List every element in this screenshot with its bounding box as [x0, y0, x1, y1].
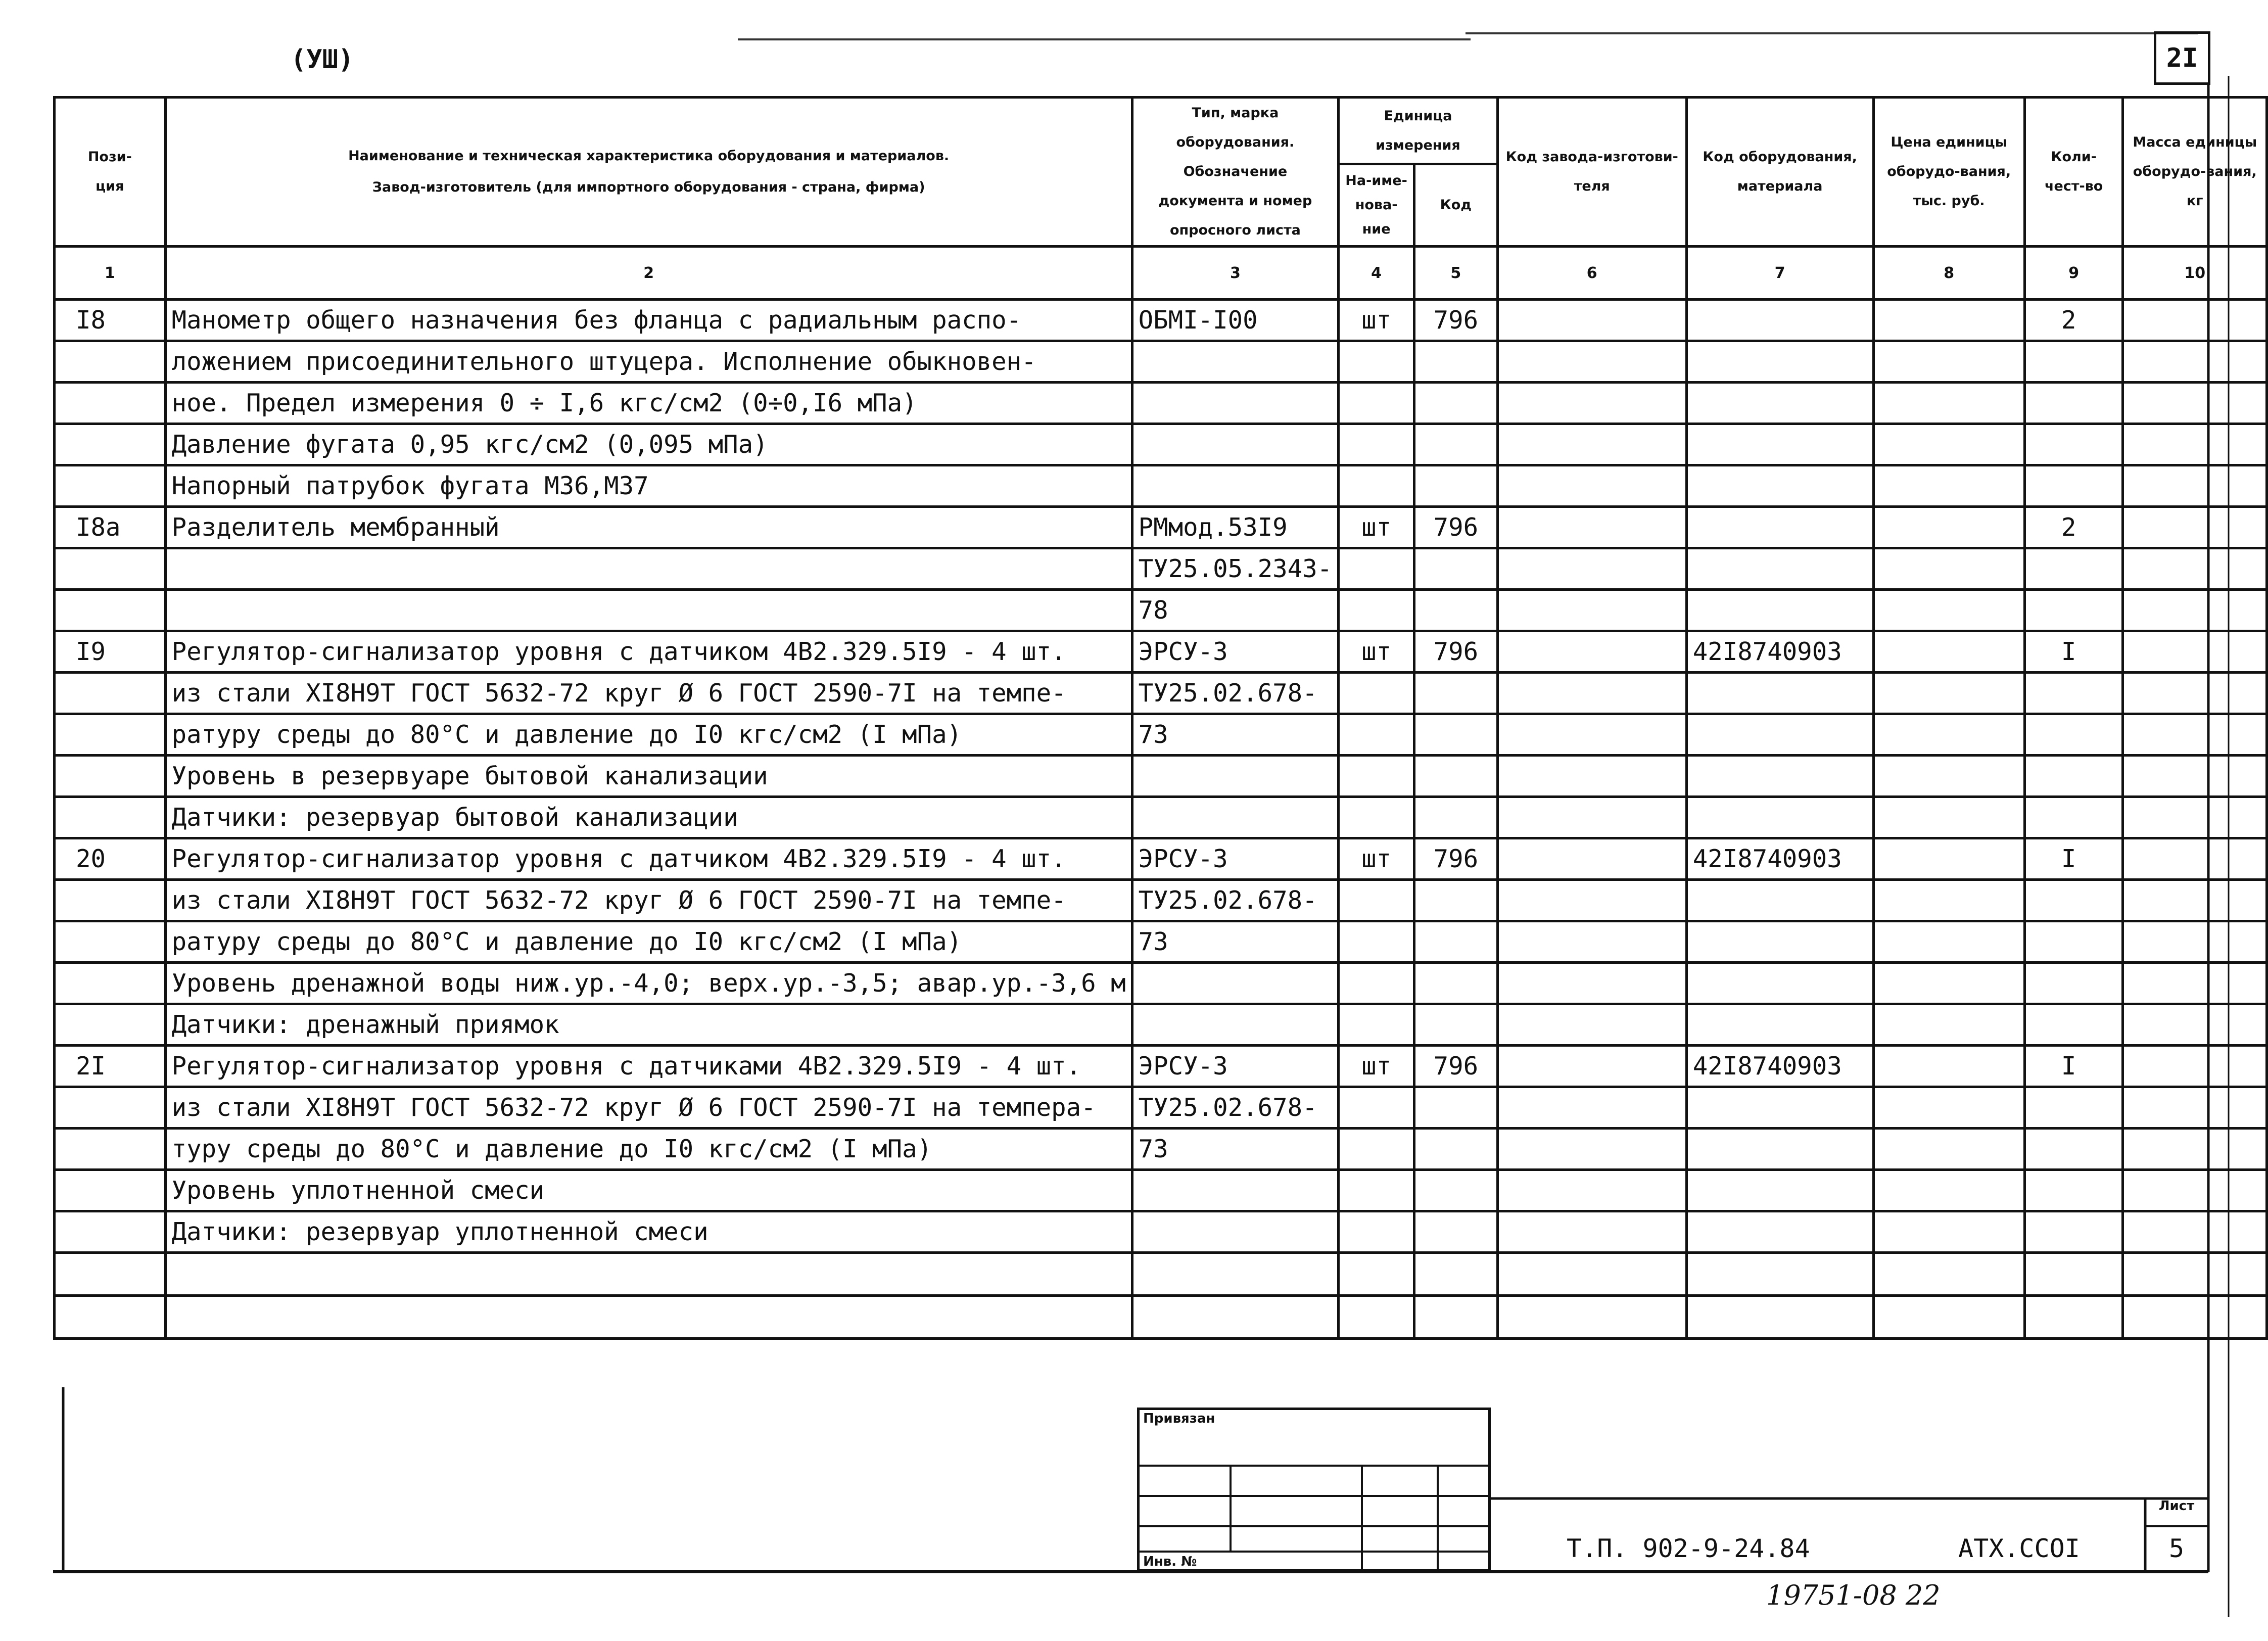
type-cell: ОБМI-I00 — [1132, 300, 1339, 341]
unit-name-cell: шт — [1339, 631, 1414, 673]
document-code: АТХ.ССОI — [1958, 1534, 2080, 1563]
type-cell: 73 — [1132, 1129, 1339, 1170]
equipment-code-cell: 42I8740903 — [1686, 631, 1873, 673]
position-cell: 20 — [55, 838, 166, 880]
unit-code-cell: 796 — [1414, 631, 1497, 673]
name-cell: Манометр общего назначения без фланца с радиальным распо- — [165, 300, 1132, 341]
type-cell: ТУ25.02.678- — [1132, 673, 1339, 714]
header-name-line1: Наименование и техническая характеристика оборудования и материалов. — [348, 148, 950, 164]
name-cell: Напорный патрубок фугата М36,М37 — [165, 465, 1132, 507]
unit-name-cell: шт — [1339, 507, 1414, 548]
position-cell: I9 — [55, 631, 166, 673]
column-number: 10 — [2123, 247, 2267, 300]
header-mass: Масса единицы оборудо-вания, кг — [2123, 98, 2267, 247]
sheet-number: 5 — [2168, 1534, 2185, 1563]
type-cell: 73 — [1132, 714, 1339, 756]
unit-code-cell: 796 — [1414, 838, 1497, 880]
handwritten-number: 19751-08 22 — [1766, 1579, 1941, 1611]
stamp-inventory-label: Инв. № — [1143, 1554, 1197, 1569]
type-cell: ТУ25.02.678- — [1132, 1087, 1339, 1129]
column-number: 8 — [1873, 247, 2024, 300]
name-cell: туру среды до 80°С и давление до I0 кгс/см2 (I мПа) — [165, 1129, 1132, 1170]
unit-code-cell: 796 — [1414, 507, 1497, 548]
name-cell: из стали XI8Н9Т ГОСТ 5632-72 круг Ø 6 ГОСТ 2590-7I на темпера- — [165, 1087, 1132, 1129]
name-cell: Регулятор-сигнализатор уровня с датчиком 4В2.329.5I9 - 4 шт. — [165, 631, 1132, 673]
column-number: 7 — [1686, 247, 1873, 300]
unit-name-cell: шт — [1339, 838, 1414, 880]
name-cell: Уровень дренажной воды ниж.ур.-4,0; верх.ур.-3,5; авар.ур.-3,6 м — [165, 963, 1132, 1004]
page-number: 2I — [2154, 31, 2210, 85]
header-unit: Единица измерения — [1339, 98, 1498, 164]
name-cell: ное. Предел измерения 0 ÷ I,6 кгс/см2 (0÷0,I6 мПа) — [165, 383, 1132, 424]
header-factory-code: Код завода-изготови-теля — [1497, 98, 1686, 247]
document-number: Т.П. 902-9-24.84 — [1567, 1534, 1810, 1563]
unit-name-cell: шт — [1339, 1046, 1414, 1087]
unit-code-cell: 796 — [1414, 1046, 1497, 1087]
name-cell: ратуру среды до 80°С и давление до I0 кгс/см2 (I мПа) — [165, 714, 1132, 756]
name-cell: Регулятор-сигнализатор уровня с датчиками 4В2.329.5I9 - 4 шт. — [165, 1046, 1132, 1087]
name-cell: Уровень в резервуаре бытовой канализации — [165, 756, 1132, 797]
column-number: 2 — [165, 247, 1132, 300]
name-cell: из стали XI8Н9Т ГОСТ 5632-72 круг Ø 6 ГОСТ 2590-7I на темпе- — [165, 880, 1132, 921]
column-number: 4 — [1339, 247, 1414, 300]
type-cell: 73 — [1132, 921, 1339, 963]
type-cell: ЭРСУ-3 — [1132, 838, 1339, 880]
name-cell: ратуру среды до 80°С и давление до I0 кгс/см2 (I мПа) — [165, 921, 1132, 963]
header-quantity: Коли-чест-во — [2024, 98, 2123, 247]
position-cell: I8а — [55, 507, 166, 548]
type-cell: 78 — [1132, 590, 1339, 631]
name-cell: Датчики: резервуар уплотненной смеси — [165, 1211, 1132, 1253]
name-cell: Датчики: дренажный приямок — [165, 1004, 1132, 1046]
header-unit-name: На-име-нова-ние — [1339, 164, 1414, 247]
type-cell: ТУ25.05.2343- — [1132, 548, 1339, 590]
name-cell: Давление фугата 0,95 кгс/см2 (0,095 мПа) — [165, 424, 1132, 465]
header-equipment-code: Код оборудования, материала — [1686, 98, 1873, 247]
sheet-label: (УШ) — [291, 44, 354, 75]
quantity-cell: I — [2024, 838, 2123, 880]
name-cell: из стали XI8Н9Т ГОСТ 5632-72 круг Ø 6 ГОСТ 2590-7I на темпе- — [165, 673, 1132, 714]
position-cell: I8 — [55, 300, 166, 341]
column-number: 5 — [1414, 247, 1497, 300]
column-number: 3 — [1132, 247, 1339, 300]
type-cell: ЭРСУ-3 — [1132, 631, 1339, 673]
header-type: Тип, марка оборудования. Обозначение документа и номер опросного листа — [1132, 98, 1339, 247]
column-number: 1 — [55, 247, 166, 300]
quantity-cell: I — [2024, 1046, 2123, 1087]
column-number: 6 — [1497, 247, 1686, 300]
equipment-code-cell: 42I8740903 — [1686, 838, 1873, 880]
type-cell: ТУ25.02.678- — [1132, 880, 1339, 921]
quantity-cell: I — [2024, 631, 2123, 673]
quantity-cell: 2 — [2024, 507, 2123, 548]
name-cell: Уровень уплотненной смеси — [165, 1170, 1132, 1211]
quantity-cell: 2 — [2024, 300, 2123, 341]
header-name-line2: Завод-изготовитель (для импортного оборудования - страна, фирма) — [372, 179, 925, 195]
header-unit-code: Код — [1414, 164, 1497, 247]
stamp-attached-label: Привязан — [1143, 1411, 1215, 1426]
name-cell: ложением присоединительного штуцера. Исполнение обыкновен- — [165, 341, 1132, 383]
sheet-label-text: Лист — [2158, 1498, 2195, 1514]
name-cell: Датчики: резервуар бытовой канализации — [165, 797, 1132, 838]
unit-code-cell: 796 — [1414, 300, 1497, 341]
type-cell: РМмод.53I9 — [1132, 507, 1339, 548]
name-cell: Разделитель мембранный — [165, 507, 1132, 548]
header-position: Пози- ция — [55, 98, 166, 247]
unit-name-cell: шт — [1339, 300, 1414, 341]
name-cell: Регулятор-сигнализатор уровня с датчиком 4В2.329.5I9 - 4 шт. — [165, 838, 1132, 880]
equipment-code-cell: 42I8740903 — [1686, 1046, 1873, 1087]
header-price: Цена единицы оборудо-вания, тыс. руб. — [1873, 98, 2024, 247]
column-number: 9 — [2024, 247, 2123, 300]
position-cell: 2I — [55, 1046, 166, 1087]
type-cell: ЭРСУ-3 — [1132, 1046, 1339, 1087]
